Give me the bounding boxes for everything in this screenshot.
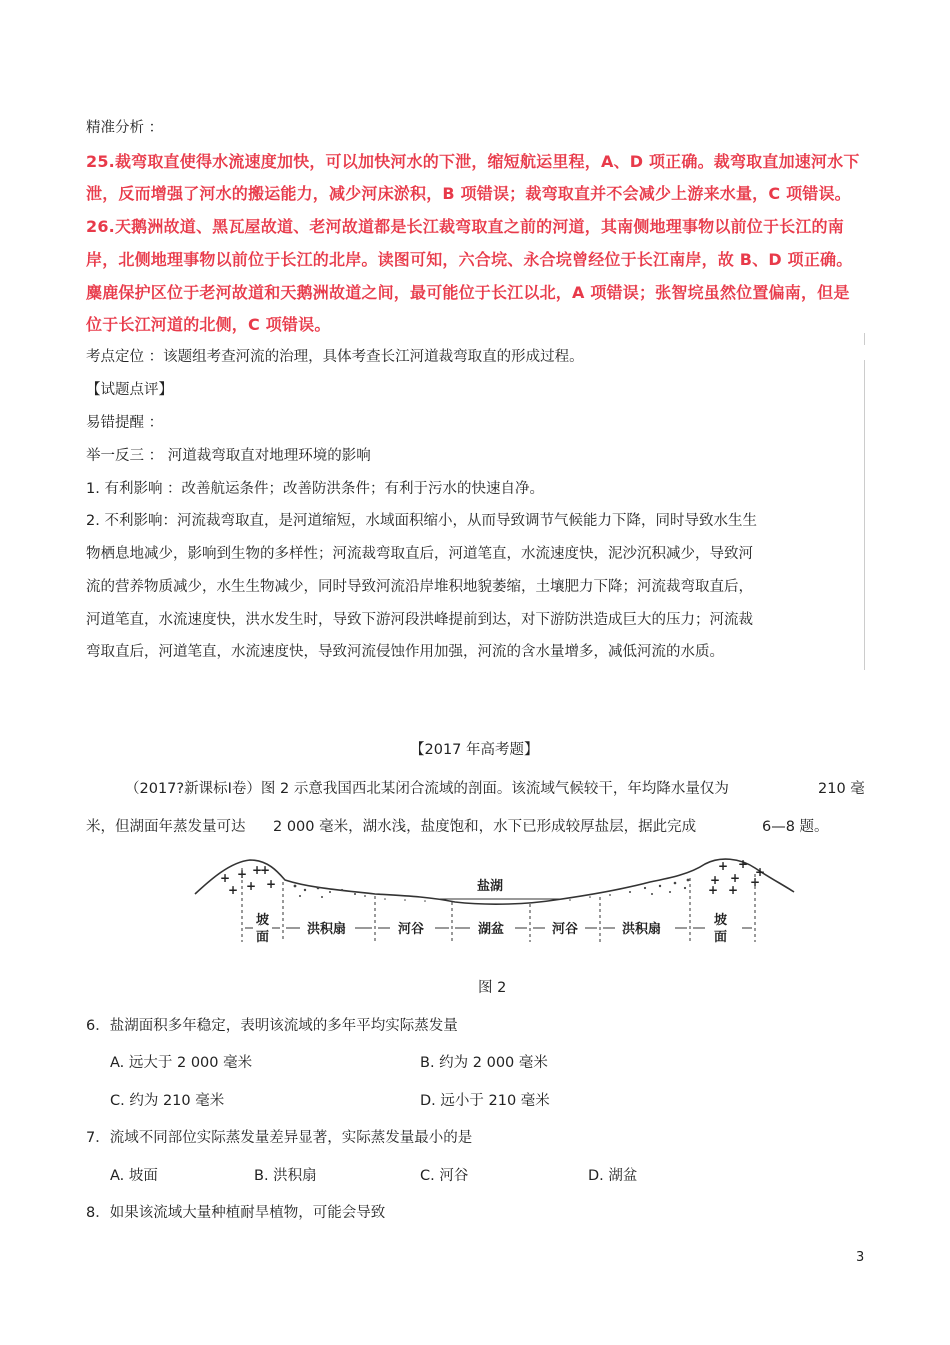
analysis-heading: 精准分析 ： xyxy=(86,120,164,136)
zone-label-basin: 湖盆 xyxy=(478,922,505,937)
intro-line-1: （2017?新课标Ⅰ卷）图 2 示意我国西北某闭合流域的剖面。该流域气候较干，年均降水量仅为 xyxy=(125,781,729,797)
intro-line-1-end: 210 毫 xyxy=(818,781,865,797)
svg-text:+: + xyxy=(228,883,239,897)
svg-text:+: + xyxy=(237,867,248,881)
section-title: 【2017 年高考题】 xyxy=(410,742,539,758)
review-heading: 【试题点评】 xyxy=(86,382,173,398)
question-7-option-c: C. 河谷 xyxy=(420,1168,469,1184)
zone-label-fan-right: 洪积扇 xyxy=(622,922,662,937)
question-8-stem: 8．如果该流域大量种植耐旱植物，可能会导致 xyxy=(86,1205,386,1221)
zone-label-valley-left: 河谷 xyxy=(398,922,425,937)
question-7-option-a: A. 坡面 xyxy=(110,1168,158,1184)
zone-label-valley-right: 河谷 xyxy=(552,922,579,937)
analysis-red-line: 泄，反而增强了河水的搬运能力，减少河床淤积，B 项错误；裁弯取直并不会减少上游来水量，C 项错误。 xyxy=(86,184,851,203)
question-6-option-b: B. 约为 2 000 毫米 xyxy=(420,1055,548,1071)
svg-text:+: + xyxy=(246,879,257,893)
question-6-option-d: D. 远小于 210 毫米 xyxy=(420,1093,550,1109)
svg-text:+: + xyxy=(750,875,761,889)
zone-label-fan-left: 洪积扇 xyxy=(307,922,347,937)
point-2-line: 弯取直后，河道笔直，水流速度快，导致河流侵蚀作用加强，河流的含水量增多，减低河流的水质。 xyxy=(86,644,724,660)
basin-profile-figure xyxy=(190,850,800,950)
svg-text:+: + xyxy=(755,865,766,879)
question-7-option-d: D. 湖盆 xyxy=(588,1168,638,1184)
analysis-red-line: 麋鹿保护区位于老河故道和天鹅洲故道之间，最可能位于长江以北，A 项错误；张智垸虽然位置偏南，但是 xyxy=(86,283,850,302)
svg-text:+: + xyxy=(710,873,721,887)
extension-heading: 举一反三 ： 河道裁弯取直对地理环境的影响 xyxy=(86,448,371,464)
intro-line-2: 米，但湖面年蒸发量可达 xyxy=(86,819,246,835)
zone-label-slope-left-2: 面 xyxy=(256,930,270,945)
zone-label-slope-right-2: 面 xyxy=(714,930,728,945)
svg-text:+: + xyxy=(260,863,271,877)
question-6-stem: 6．盐湖面积多年稳定，表明该流域的多年平均实际蒸发量 xyxy=(86,1018,458,1034)
analysis-red-line: 岸，北侧地理事物以前位于长江的北岸。读图可知，六合垸、永合垸曾经位于长江南岸，故 B、D 项正确。 xyxy=(86,250,853,269)
point-2-line: 河道笔直，水流速度快，洪水发生时，导致下游河段洪峰提前到达，对下游防洪造成巨大的压力；河流裁 xyxy=(86,612,753,628)
question-7-stem: 7．流域不同部位实际蒸发量差异显著，实际蒸发量最小的是 xyxy=(86,1130,473,1146)
svg-text:+: + xyxy=(730,871,741,885)
question-6-option-a: A. 远大于 2 000 毫米 xyxy=(110,1055,253,1071)
svg-text:+: + xyxy=(252,863,263,877)
question-6-option-c: C. 约为 210 毫米 xyxy=(110,1093,225,1109)
error-tip: 易错提醒 ： xyxy=(86,415,164,431)
svg-text:+: + xyxy=(718,859,729,873)
svg-text:+: + xyxy=(708,883,719,897)
svg-text:+: + xyxy=(266,877,277,891)
intro-line-2-end: 6—8 题。 xyxy=(762,819,829,835)
point-1: 1. 有利影响 ：改善航运条件；改善防洪条件；有利于污水的快速自净。 xyxy=(86,481,545,497)
analysis-red-line: 25.裁弯取直使得水流速度加快，可以加快河水的下泄，缩短航运里程，A、D 项正确。裁弯取直加速河水下 xyxy=(86,152,860,171)
svg-text:+: + xyxy=(220,871,231,885)
point-2-line: 物栖息地减少，影响到生物的多样性；河流裁弯取直后，河道笔直，水流速度快，泥沙沉积减少，导致河 xyxy=(86,546,753,562)
zone-label-slope-left-1: 坡 xyxy=(256,913,270,928)
figure-caption: 图 2 xyxy=(478,980,507,996)
rock-marks-right xyxy=(708,857,765,897)
kaodian-text: 考点定位 ：该题组考查河流的治理，具体考查长江河道裁弯取直的形成过程。 xyxy=(86,349,584,365)
page-number: 3 xyxy=(856,1250,865,1265)
margin-rule xyxy=(864,360,865,670)
point-2-line: 2. 不利影响：河流裁弯取直，是河道缩短，水域面积缩小，从而导致调节气候能力下降，同时导致水生生 xyxy=(86,513,757,529)
analysis-red-line: 26.天鹅洲故道、黑瓦屋故道、老河故道都是长江裁弯取直之前的河道，其南侧地理事物以前位于长江的南 xyxy=(86,217,844,236)
question-7-option-b: B. 洪积扇 xyxy=(254,1168,317,1184)
margin-rule xyxy=(864,333,865,345)
intro-line-2-mid: 2 000 毫米，湖水浅，盐度饱和，水下已形成较厚盐层，据此完成 xyxy=(273,819,697,835)
svg-text:+: + xyxy=(738,857,749,871)
salt-lake-label: 盐湖 xyxy=(477,879,504,894)
zone-label-slope-right-1: 坡 xyxy=(714,913,728,928)
svg-text:+: + xyxy=(728,883,739,897)
analysis-red-line: 位于长江河道的北侧，C 项错误。 xyxy=(86,315,331,334)
point-2-line: 流的营养物质减少，水生生物减少，同时导致河流沿岸堆积地貌萎缩，土壤肥力下降；河流裁弯取直后， xyxy=(86,579,753,595)
